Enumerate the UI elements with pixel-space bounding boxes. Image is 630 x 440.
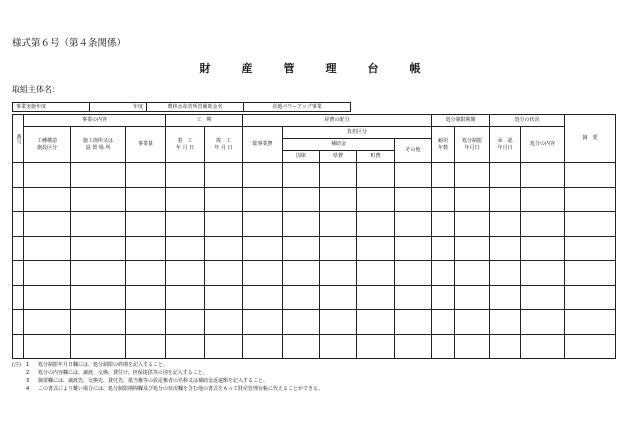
table-row [13,187,616,212]
ledger-cell[interactable] [357,285,395,310]
ledger-cell[interactable] [13,212,24,237]
ledger-cell[interactable] [243,187,283,212]
ledger-cell[interactable] [455,310,490,335]
ledger-cell[interactable] [357,334,395,359]
ledger-cell[interactable] [490,285,521,310]
ledger-cell[interactable] [490,163,521,188]
ledger-cell[interactable] [126,163,166,188]
ledger-cell[interactable] [24,285,71,310]
ledger-cell[interactable] [395,261,432,286]
ledger-cell[interactable] [357,310,395,335]
ledger-cell[interactable] [395,212,432,237]
ledger-cell[interactable] [24,163,71,188]
ledger-cell[interactable] [565,187,616,212]
ledger-cell[interactable] [395,236,432,261]
ledger-cell[interactable] [432,212,455,237]
ledger-cell[interactable] [205,187,243,212]
ledger-cell[interactable] [243,285,283,310]
ledger-cell[interactable] [490,261,521,286]
note-number: 2 [26,370,30,376]
header-disposal-status: 処分の状況 [490,115,565,127]
header-limit-period: 処分制限期間 [432,115,490,127]
header-total-cost: 総事業費 [243,127,283,163]
note-item [12,377,323,385]
header-national: 国庫 [283,151,320,163]
ledger-cell[interactable] [13,187,24,212]
ledger-cell[interactable] [71,334,126,359]
ledger-cell[interactable] [71,310,126,335]
header-limit-date: 処分制限 年月日 [455,127,490,163]
ledger-cell[interactable] [395,163,432,188]
ledger-cell[interactable] [521,236,565,261]
ledger-cell[interactable] [13,236,24,261]
subsidy-name-label: 農林水産省所管補助金名 [147,103,244,112]
header-end-date: 竣 工 年 月 日 [205,127,243,163]
project-info-table [12,102,351,112]
header-other: その他 [395,139,432,163]
ledger-cell[interactable] [243,261,283,286]
ledger-cell[interactable] [24,334,71,359]
ledger-cell[interactable] [243,236,283,261]
ledger-cell[interactable] [320,236,357,261]
table-row [13,334,616,359]
ledger-cell[interactable] [565,261,616,286]
ledger-cell[interactable] [24,236,71,261]
ledger-cell[interactable] [432,236,455,261]
ledger-cell[interactable] [455,285,490,310]
ledger-cell[interactable] [283,187,320,212]
table-row [13,310,616,335]
ledger-cell[interactable] [565,236,616,261]
ledger-cell[interactable] [166,212,205,237]
ledger-cell[interactable] [243,310,283,335]
ledger-cell[interactable] [24,187,71,212]
ledger-cell[interactable] [71,261,126,286]
ledger-cell[interactable] [357,212,395,237]
ledger-cell[interactable] [432,334,455,359]
ledger-cell[interactable] [166,187,205,212]
ledger-cell[interactable] [432,261,455,286]
ledger-cell[interactable] [565,212,616,237]
ledger-cell[interactable] [490,310,521,335]
ledger-cell[interactable] [126,236,166,261]
notes-label: (注) [12,362,21,368]
ledger-cell[interactable] [283,334,320,359]
ledger-cell[interactable] [13,334,24,359]
ledger-cell[interactable] [490,212,521,237]
fiscal-year-cell[interactable]: 年度 [90,103,147,112]
ledger-cell[interactable] [24,212,71,237]
ledger-cell[interactable] [13,310,24,335]
ledger-cell[interactable] [126,285,166,310]
form-number: 様式第６号（第４条関係） [12,38,127,49]
note-number: 1 [26,362,30,368]
subsidy-name-cell[interactable]: 産地パワーアップ事業 [244,103,351,112]
ledger-cell[interactable] [71,212,126,237]
ledger-cell[interactable] [283,163,320,188]
ledger-cell[interactable] [521,334,565,359]
ledger-cell[interactable] [13,261,24,286]
header-town: 町費 [357,151,395,163]
ledger-cell[interactable] [432,285,455,310]
ledger-cell[interactable] [166,310,205,335]
ledger-cell[interactable] [432,310,455,335]
header-approval-date: 承 認 年月日 [490,127,521,163]
organization-label: 取組主体名： [12,85,60,94]
ledger-cell[interactable] [205,310,243,335]
ledger-cell[interactable] [205,163,243,188]
ledger-cell[interactable] [432,163,455,188]
note-item [12,369,323,377]
asset-ledger-table [12,114,616,359]
ledger-cell[interactable] [565,310,616,335]
ledger-cell[interactable] [521,310,565,335]
header-location: 施工箇所又は 設 置 場 所 [71,127,126,163]
ledger-cell[interactable] [395,310,432,335]
ledger-cell[interactable] [13,285,24,310]
ledger-cell[interactable] [283,310,320,335]
ledger-cell[interactable] [320,334,357,359]
ledger-cell[interactable] [243,212,283,237]
header-useful-life: 耐用 年数 [432,127,455,163]
header-start-date: 着 工 年 月 日 [166,127,205,163]
ledger-cell[interactable] [126,310,166,335]
ledger-cell[interactable] [283,212,320,237]
ledger-cell[interactable] [243,334,283,359]
note-item [12,361,323,369]
ledger-cell[interactable] [521,261,565,286]
document-title: 財 産 管 理 台 帳 [199,62,431,75]
note-item [12,385,323,393]
table-row [13,285,616,310]
table-row [13,163,616,188]
ledger-cell[interactable] [283,236,320,261]
ledger-cell[interactable] [521,187,565,212]
ledger-cell[interactable] [166,261,205,286]
ledger-cell[interactable] [565,334,616,359]
note-text: 摘要欄には、譲渡先、交換先、貸付先、抵当権等の設定権者の名称又は補助金返還額を記入すること。 [38,378,269,384]
ledger-cell[interactable] [126,187,166,212]
ledger-cell[interactable] [24,310,71,335]
ledger-cell[interactable] [166,163,205,188]
ledger-cell[interactable] [490,187,521,212]
ledger-cell[interactable] [166,285,205,310]
ledger-cell[interactable] [521,285,565,310]
ledger-cell[interactable] [357,187,395,212]
ledger-cell[interactable] [320,285,357,310]
ledger-cell[interactable] [357,236,395,261]
ledger-cell[interactable] [166,236,205,261]
table-row [13,212,616,237]
ledger-cell[interactable] [166,334,205,359]
ledger-cell[interactable] [320,187,357,212]
ledger-cell[interactable] [395,285,432,310]
ledger-cell[interactable] [320,212,357,237]
ledger-cell[interactable] [126,261,166,286]
ledger-cell[interactable] [283,261,320,286]
header-subsidy: 補助金 [283,139,395,151]
ledger-cell[interactable] [395,334,432,359]
ledger-cell[interactable] [13,163,24,188]
ledger-cell[interactable] [490,236,521,261]
fiscal-year-label: 事業実施年度 [13,103,90,112]
ledger-cell[interactable] [71,285,126,310]
ledger-cell[interactable] [71,236,126,261]
header-facility-type: 工種構造 施設区分 [24,127,71,163]
ledger-cell[interactable] [455,187,490,212]
ledger-cell[interactable] [357,261,395,286]
note-number: 4 [26,386,30,392]
ledger-cell[interactable] [395,187,432,212]
ledger-cell[interactable] [205,236,243,261]
ledger-cell[interactable] [205,334,243,359]
ledger-cell[interactable] [320,261,357,286]
ledger-cell[interactable] [455,261,490,286]
ledger-cell[interactable] [455,212,490,237]
ledger-cell[interactable] [283,285,320,310]
ledger-cell[interactable] [490,334,521,359]
notes-section [12,361,323,393]
ledger-cell[interactable] [243,163,283,188]
ledger-cell[interactable] [455,236,490,261]
header-prefecture: 県費 [320,151,357,163]
header-construction-period: 工 期 [166,115,243,127]
ledger-cell[interactable] [320,163,357,188]
ledger-cell[interactable] [432,187,455,212]
ledger-cell[interactable] [357,163,395,188]
header-amount: 事業量 [126,127,166,163]
note-number: 3 [26,378,30,384]
ledger-body [13,163,616,359]
header-number: 番号 [13,115,24,163]
ledger-cell[interactable] [24,261,71,286]
ledger-cell[interactable] [455,163,490,188]
header-project-content: 事業の内容 [24,115,166,127]
ledger-cell[interactable] [205,212,243,237]
table-row [13,261,616,286]
ledger-cell[interactable] [205,285,243,310]
ledger-cell[interactable] [521,163,565,188]
ledger-cell[interactable] [126,212,166,237]
header-burden-split: 負担区分 [283,127,432,139]
ledger-cell[interactable] [205,261,243,286]
ledger-cell[interactable] [521,212,565,237]
table-row [13,236,616,261]
note-text: 処分制限年月日欄には、処分制限の終期を記入すること。 [38,362,169,368]
ledger-cell[interactable] [320,310,357,335]
note-text: 処分の内容欄には、譲渡、交換、貸付け、担保提供等の別を記入すること。 [38,370,208,376]
header-remarks: 摘 要 [565,115,616,163]
header-cost-allocation: 経費の配分 [243,115,432,127]
ledger-cell[interactable] [126,334,166,359]
header-disposal-content: 処分の内容 [521,127,565,163]
note-text: この書式により難い場合には、処分制限期間欄及び処分の状況欄を含む他の書式をもって財産管理台帳に代えることができる。 [38,386,324,392]
ledger-cell[interactable] [455,334,490,359]
ledger-cell[interactable] [71,187,126,212]
ledger-cell[interactable] [565,163,616,188]
ledger-cell[interactable] [565,285,616,310]
ledger-cell[interactable] [71,163,126,188]
